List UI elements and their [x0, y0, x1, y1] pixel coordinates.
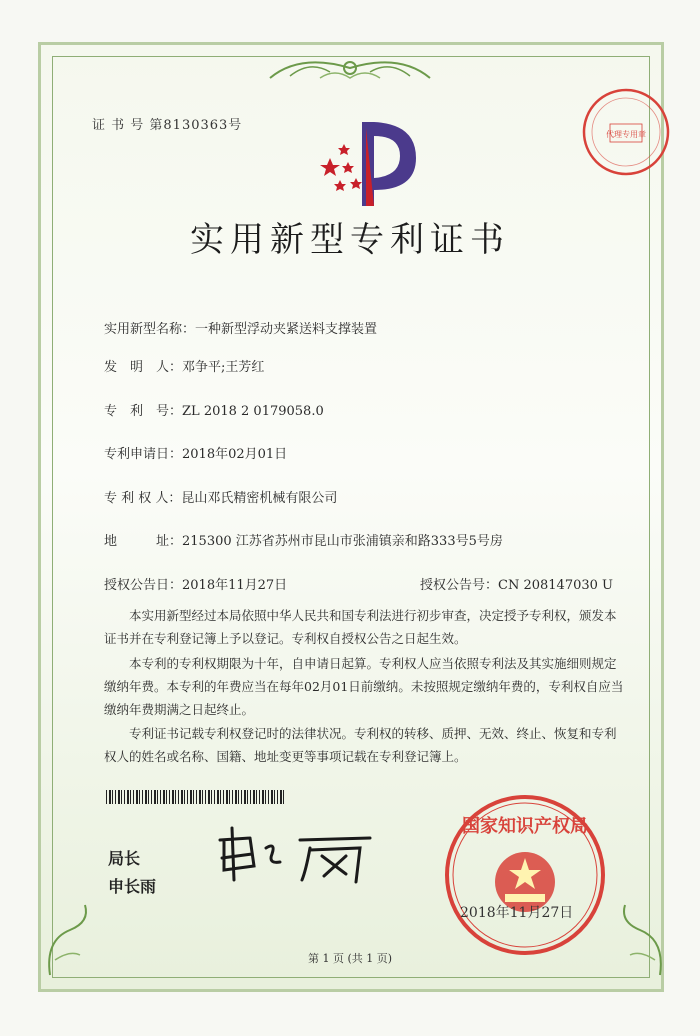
- field-value: 昆山邓氏精密机械有限公司: [181, 491, 338, 506]
- paragraph-legal-status: 专利证书记载专利权登记时的法律状况。专利权的转移、质押、无效、终止、恢复和专利权人的姓名或名称、国籍、地址变更等事项记载在专利登记簿上。: [104, 726, 617, 764]
- field-patent-number: [104, 400, 324, 419]
- corner-ornament-bottom-right: [610, 900, 670, 980]
- handwritten-signature: [210, 820, 380, 890]
- field-value: 215300 江苏省苏州市昆山市张浦镇亲和路333号5号房: [182, 534, 503, 549]
- field-utility-model-name: [104, 318, 377, 337]
- corner-ornament-bottom-left: [40, 900, 100, 980]
- agency-stamp-text: 代理专用章: [606, 130, 646, 139]
- announce-date: [104, 574, 287, 593]
- field-application-date: [104, 443, 287, 462]
- field-value: ZL 2018 2 0179058.0: [182, 404, 324, 419]
- paragraph-term: 本专利的专利权期限为十年，自申请日起算。专利权人应当依照专利法及其实施细则规定缴纳年费。本专利的年费应当在每年02月01日前缴纳。未按照规定缴纳年费的，专利权自应当缴纳年费期满之日起终止。: [104, 656, 624, 717]
- cnipa-logo: [316, 118, 426, 210]
- official-seal: [440, 790, 610, 960]
- field-value: 邓争平;王芳红: [182, 360, 265, 375]
- field-label: 发 明 人：: [104, 360, 183, 375]
- announce-number: [420, 574, 613, 593]
- field-label: 授权公告日：: [104, 578, 183, 593]
- field-patentee: [104, 487, 337, 506]
- top-ornament: [260, 48, 440, 88]
- field-label: 专利申请日：: [104, 447, 183, 462]
- field-label: 地 址：: [104, 534, 183, 549]
- field-value: 2018年02月01日: [182, 447, 288, 462]
- field-label: 专 利 号：: [104, 404, 183, 419]
- seal-text: 国家知识产权局: [462, 816, 588, 837]
- paragraph-grant: 本实用新型经过本局依照中华人民共和国专利法进行初步审查，决定授予专利权，颁发本证书并在专利登记簿上予以登记。专利权自授权公告之日起生效。: [104, 608, 617, 646]
- certificate-title: 实用新型专利证书: [190, 220, 510, 260]
- field-value: 2018年11月27日: [182, 578, 288, 593]
- field-inventors: [104, 356, 264, 375]
- field-value: 一种新型浮动夹紧送料支撑装置: [195, 322, 378, 337]
- agency-stamp: [580, 86, 672, 178]
- field-label: 实用新型名称：: [104, 322, 196, 337]
- signature-name: 申长雨: [108, 877, 157, 896]
- field-address: [104, 530, 503, 549]
- barcode: [106, 790, 286, 804]
- certificate-number: 证 书 号 第8130363号: [92, 118, 243, 133]
- field-label: 专 利 权 人：: [104, 491, 182, 506]
- signature-title: 局长: [108, 849, 141, 868]
- stamp-date: 2018年11月27日: [460, 905, 574, 921]
- page-footer: 第 1 页 (共 1 页): [307, 952, 393, 965]
- field-label: 授权公告号：: [420, 578, 499, 593]
- field-value: CN 208147030 U: [498, 578, 613, 593]
